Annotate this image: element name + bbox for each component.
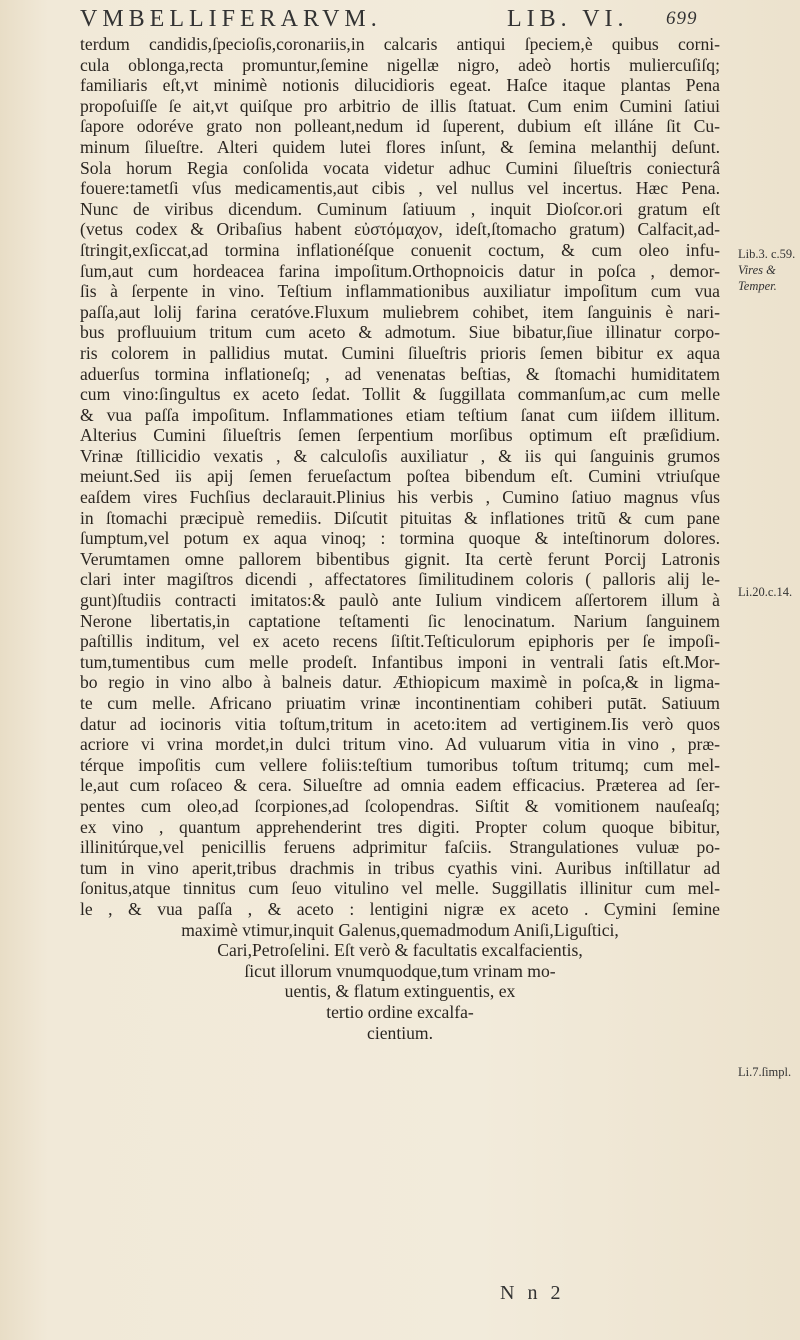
text-line: ſis à ſerpente in vino. Teſtium inflammationibus auxiliatur impoſitum cum vua: [80, 281, 720, 302]
text-line: clari inter magiſtros dicendi , affectatores ſimilitudinem coloris ( palloris alij le-: [80, 569, 720, 590]
text-line: Nunc de viribus dicendum. Cuminum ſatiuum , inquit Dioſcor.ori gratum eſt: [80, 198, 720, 219]
margin-note-3: [738, 1064, 791, 1080]
text-line: te cum melle. Africano priuatim vrinæ incontinentiam cohiberi putāt. Satiuum: [80, 693, 720, 713]
margin-note-heading: Temper.: [738, 279, 777, 293]
text-line: Cari,Petroſelini. Eſt verò & facultatis excalfacientis,: [217, 940, 583, 961]
text-line: cientium.: [367, 1022, 433, 1043]
margin-note-2: [738, 584, 792, 600]
margin-note-1: [738, 246, 795, 294]
text-line: in ſtomachi præcipuè remediis. Diſcutit pituitas & inflationes tritũ & cum pane: [80, 507, 720, 528]
text-line: illinitúrque,vel penicillis feruens adprimitur faſciis. Strangulationes vuluæ po-: [80, 837, 720, 858]
text-line: le,aut cum roſaceo & cera. Silueſtre ad omnia eadem efficacius. Præterea ad ſer-: [80, 775, 720, 796]
text-line: acriore vi vrina mordet,in dulci tritum vino. Ad vuluarum vitia in vino , præ-: [80, 734, 720, 755]
text-line: pentes cum oleo,ad ſcorpiones,ad ſcolopendras. Siſtit & vomitionem nauſeaſq;: [80, 795, 720, 816]
text-line: ſonitus,atque tinnitus cum ſeuo vitulino vel melle. Suggillatis illinitur cum mel-: [80, 878, 720, 899]
body-text: [80, 34, 720, 1043]
text-line: datur ad iocinoris vitia toſtum,tritum in aceto:item ad vertiginem.Iis verò quos: [80, 713, 720, 734]
text-line: cum vino:ſingultus ex aceto ſedat. Tollit & ſuggillata commanſum,ac cum melle: [80, 384, 720, 405]
folio-number: 699: [666, 8, 698, 29]
text-line: eaſdem vires Fuchſius declarauit.Plinius his verbis , Cumino ſatiuo magnus vſus: [80, 487, 720, 508]
text-line: ſicut illorum vnumquodque,tum vrinam mo-: [244, 960, 556, 981]
text-line: bo regio in vino albo à balneis datur. Æthiopicum maximè in poſca,& in ligma-: [80, 672, 720, 693]
text-line: gunt)ſtudiis contracti imitatos:& paulò ante Iulium vindicem aſſertorem illum à: [80, 590, 720, 611]
text-line: Nerone libertatis,in captatione teſtamenti ſic lenocinatum. Narium ſanguinem: [80, 610, 720, 631]
text-line: ris colorem in pallidius mutat. Cumini ſilueſtris prioris ſemen bibitur ex aqua: [80, 342, 720, 363]
text-line: paſtillis inditum, vel ex aceto recens ſiſtit.Teſticulorum epiphoris per ſe impoſi-: [80, 631, 720, 652]
text-line: minum ſilueſtre. Alteri quidem lutei flores inſunt, & ſemina melanthij deſunt.: [80, 136, 720, 157]
text-line: Alterius Cumini ſilueſtris ſemen ſerpentium morſibus optimum eſt præſidium.: [80, 425, 720, 446]
text-line: cula oblonga,recta promuntur,ſemine nigellæ nigro, adeò hortis muliercuſiſq;: [80, 54, 720, 75]
text-line: ex vino , quantum apprehenderint tres digiti. Propter colum quoque bibitur,: [80, 816, 720, 837]
text-line: térque impoſitis cum vellere foliis:teſtium tumoribus toſtum tritumq; cum mel-: [80, 754, 720, 775]
text-line: ſapore odoréve grato non polleant,nedum id ſuperent, dubium eſt illáne ſit Cu-: [80, 116, 720, 137]
text-line: le , & vua paſſa , & aceto : lentigini nigræ ex aceto . Cymini ſemine: [80, 898, 720, 919]
text-line: Vrinæ ſtillicidio vexatis , & calculoſis auxiliatur , & iis qui ſanguinis grumos: [80, 445, 720, 466]
margin-note-ref: Li.20.c.14.: [738, 585, 793, 599]
running-title: VMBELLIFERARVM.: [80, 6, 382, 32]
text-line: (vetus codex & Oribaſius habent εὐστόμαχον, ideſt,ſtomacho gratum) Calfacit,ad-: [80, 219, 720, 240]
text-line: maximè vtimur,inquit Galenus,quemadmodum Aniſi,Liguſtici,: [181, 919, 619, 940]
margin-note-heading: Vires &: [738, 263, 776, 277]
book-number: LIB. VI.: [507, 6, 629, 32]
signature-mark: N n 2: [500, 1282, 565, 1304]
text-line: ſtringit,exſiccat,ad tormina inflationéſque conuenit coctum, & cum oleo infu-: [80, 239, 720, 260]
text-line: terdum candidis,ſpecioſis,coronariis,in calcaris antiqui ſpeciem,è quibus corni-: [80, 34, 720, 54]
text-line: Sola horum Regia conſolida vocata videtur adhuc Cumini ſilueſtris coniecturâ: [80, 157, 720, 178]
text-line: aduerſus tormina inflationeſq; , ad venenatas beſtias, & ſtomachi humiditatem: [80, 363, 720, 384]
text-line: Verumtamen omne pallorem bibentibus gignit. Ita certè ferunt Porcij Latronis: [80, 548, 720, 569]
text-line: meiunt.Sed iis apij ſemen ferueſactum poſtea bibendum eſt. Cumini vtriuſque: [80, 466, 720, 487]
text-line: ſum,aut cum hordeacea farina impoſitum.Orthopnoicis datur in poſca , demor-: [80, 260, 720, 281]
text-line: tertio ordine excalfa-: [326, 1001, 474, 1022]
text-line: tum in vino aperit,tribus drachmis in tribus cyathis vini. Auribus inſtillatur ad: [80, 857, 720, 878]
text-line: ſumptum,vel potum ex aqua vinoq; : tormina quoque & inteſtinorum dolores.: [80, 528, 720, 549]
text-line: propoſuiſſe ſe ait,vt quiſque pro arbitrio de illis ſtatuat. Cum enim Cumini ſatiui: [80, 95, 720, 116]
text-line: paſſa,aut lolij farina ceratóve.Fluxum muliebrem cohibet, item ſanguinis è nari-: [80, 301, 720, 322]
text-line: familiaris eſt,vt minimè notionis dilucidioris egeat. Haſce itaque plantas Pena: [80, 75, 720, 96]
text-line: & vua paſſa impoſitum. Inflammationes etiam teſtium ſanat cum iiſdem illitum.: [80, 404, 720, 425]
text-line: bus profluuium tritum cum aceto & admotum. Siue bibatur,ſiue illinatur corpo-: [80, 322, 720, 343]
text-line: fouere:tametſi vſus medicamentis,aut cibis , vel nullus vel incertus. Hæc Pena.: [80, 178, 720, 199]
text-line: tum,tumentibus cum melle prodeſt. Infantibus imponi in ventrali ſatis eſt.Mor-: [80, 651, 720, 672]
margin-note-ref: Lib.3. c.59.: [738, 247, 796, 261]
text-line: uentis, & flatum extinguentis, ex: [284, 981, 516, 1002]
margin-note-ref: Li.7.ſimpl.: [738, 1065, 792, 1079]
